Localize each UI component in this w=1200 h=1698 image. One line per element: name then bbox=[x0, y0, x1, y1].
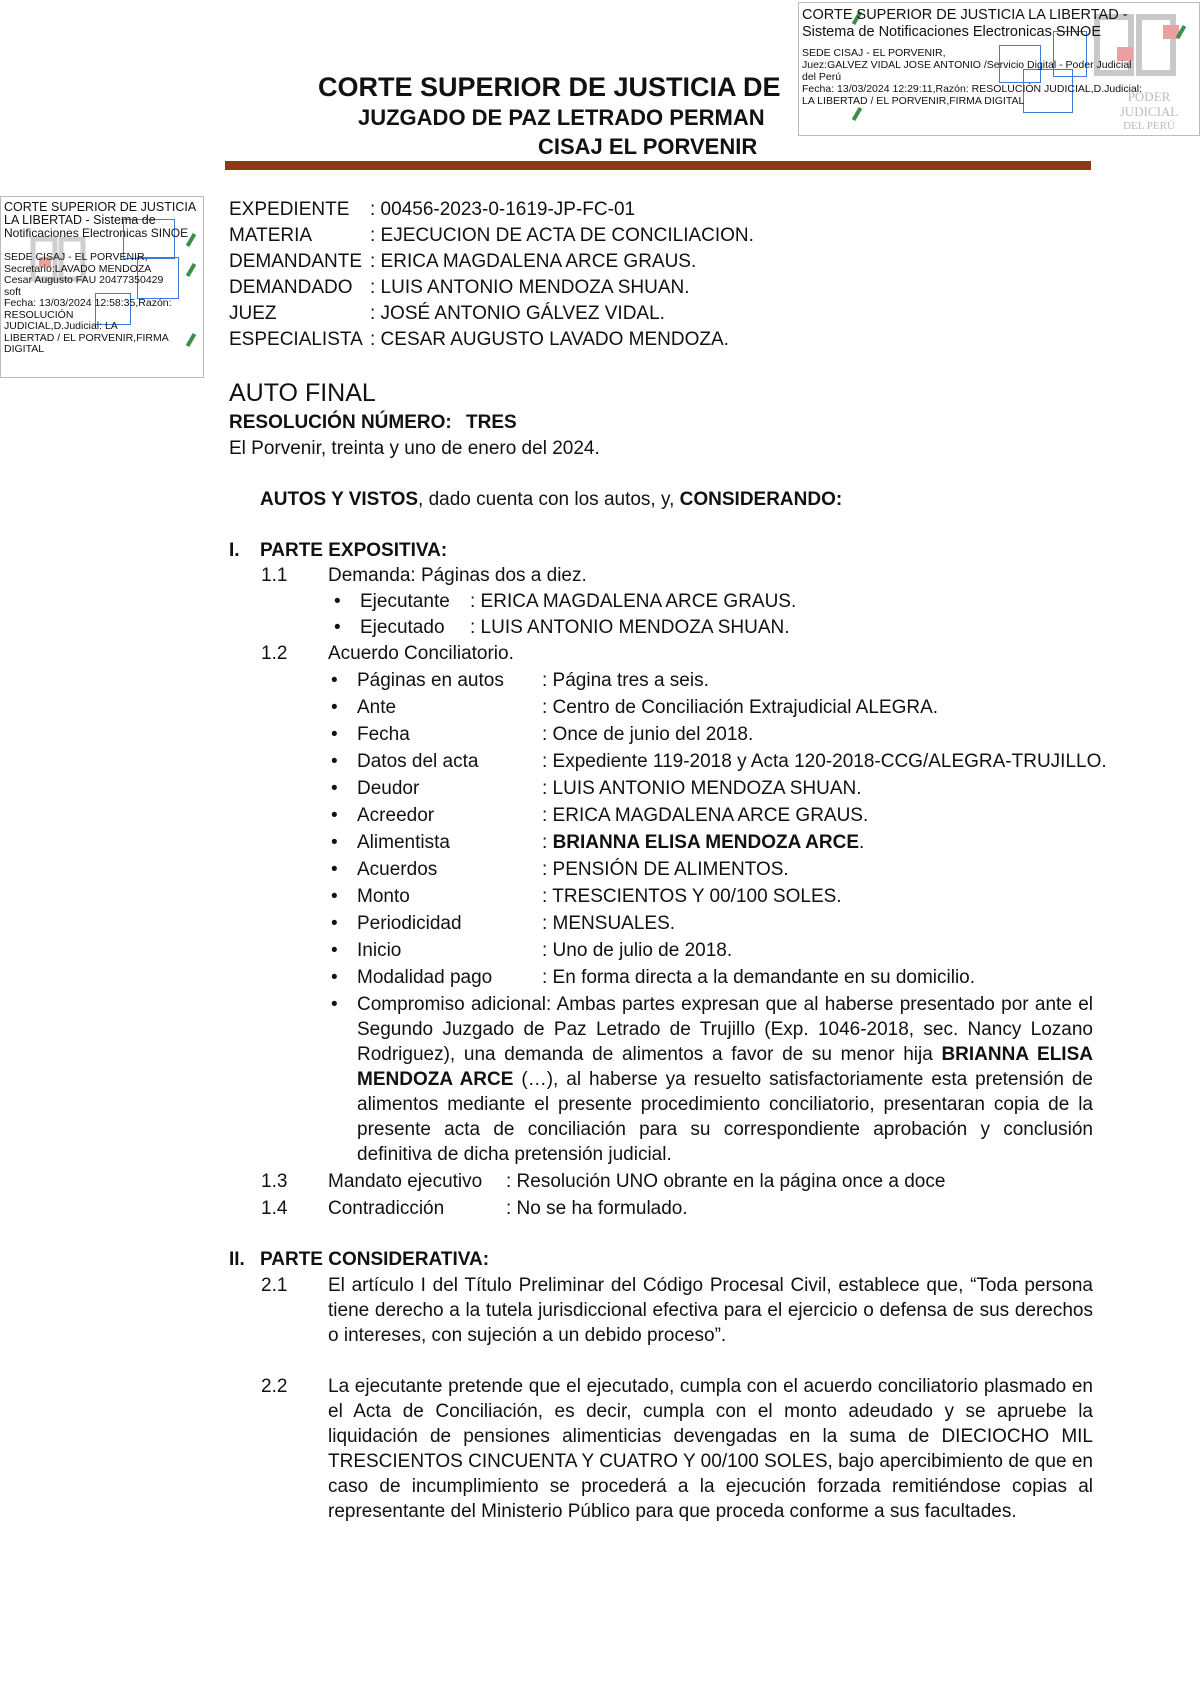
case-label: DEMANDANTE bbox=[229, 251, 363, 272]
item-end: . bbox=[859, 832, 865, 853]
stamp-line: SEDE CISAJ - EL PORVENIR, bbox=[802, 47, 946, 59]
list-item bbox=[357, 965, 492, 990]
section-text: Demanda: Páginas dos a diez. bbox=[328, 565, 587, 586]
section-label: Mandato ejecutivo bbox=[328, 1171, 483, 1192]
case-value: : LUIS ANTONIO MENDOZA SHUAN. bbox=[370, 277, 690, 298]
list-item bbox=[357, 749, 478, 774]
item-label: Ejecutado bbox=[360, 617, 445, 638]
item-label: Inicio bbox=[357, 940, 402, 961]
case-value: : JOSÉ ANTONIO GÁLVEZ VIDAL. bbox=[370, 303, 665, 324]
item-label: Ante bbox=[357, 697, 397, 718]
stamp-text bbox=[802, 7, 1142, 107]
section-number: 2.1 bbox=[261, 1275, 288, 1296]
item-value: : Once de junio del 2018. bbox=[542, 724, 754, 745]
item-value: : LUIS ANTONIO MENDOZA SHUAN. bbox=[470, 617, 790, 638]
list-item bbox=[357, 776, 419, 801]
section-number: 2.2 bbox=[261, 1376, 288, 1397]
stamp-line: CORTE SUPERIOR DE JUSTICIA LA LIBERTAD - bbox=[802, 7, 1128, 23]
item-label: Deudor bbox=[357, 778, 420, 799]
item-value: : MENSUALES. bbox=[542, 913, 676, 934]
item-value: : ERICA MAGDALENA ARCE GRAUS. bbox=[470, 591, 797, 612]
item-colon: : bbox=[542, 832, 553, 853]
date-line: El Porvenir, treinta y uno de enero del 2024. bbox=[229, 438, 600, 459]
autos-text: , dado cuenta con los autos, y, bbox=[418, 489, 680, 510]
autos-bold: AUTOS Y VISTOS bbox=[260, 489, 419, 510]
stamp-line: Secretario:LAVADO MENDOZA bbox=[4, 262, 152, 275]
signature-mark bbox=[852, 107, 862, 121]
part1-title: PARTE EXPOSITIVA: bbox=[260, 540, 448, 561]
item-label: Ejecutante bbox=[360, 591, 450, 612]
case-label: MATERIA bbox=[229, 225, 313, 246]
list-item bbox=[357, 884, 410, 909]
item-value: : Uno de julio de 2018. bbox=[542, 940, 733, 961]
stamp-line: Notificaciones Electronicas SINOE bbox=[4, 226, 189, 240]
document-title: AUTO FINAL bbox=[229, 379, 376, 407]
stamp-line: Fecha: 13/03/2024 12:58:35,Razón: bbox=[4, 297, 172, 309]
item-value: : Centro de Conciliación Extrajudicial ALEGRA. bbox=[542, 697, 939, 718]
list-item bbox=[357, 695, 396, 720]
stamp-line: RESOLUCIÓN bbox=[4, 308, 74, 321]
seal-caption-line2: DEL PERÚ bbox=[1123, 120, 1175, 132]
court-branch: CISAJ EL PORVENIR bbox=[538, 134, 758, 159]
list-item bbox=[360, 615, 445, 640]
item-label: Datos del acta bbox=[357, 751, 479, 772]
stamp-line: LIBERTAD / EL PORVENIR,FIRMA bbox=[4, 331, 169, 344]
section-number: 1.3 bbox=[261, 1171, 288, 1192]
section-number: 1.4 bbox=[261, 1198, 288, 1219]
case-value: : 00456-2023-0-1619-JP-FC-01 bbox=[370, 199, 636, 220]
item-value: : Página tres a seis. bbox=[542, 670, 709, 691]
item-value: : Expediente 119-2018 y Acta 120-2018-CCG/ALEGRA-TRUJILLO. bbox=[542, 751, 1107, 772]
item-label: Modalidad pago bbox=[357, 967, 493, 988]
alimentista-name: BRIANNA ELISA MENDOZA ARCE bbox=[552, 832, 860, 853]
header-rule bbox=[225, 161, 1091, 170]
stamp-line: DIGITAL bbox=[4, 343, 45, 355]
item-value: : TRESCIENTOS Y 00/100 SOLES. bbox=[542, 886, 842, 907]
compromiso-text: Compromiso adicional: Ambas partes expresan que al haberse presentado por ante el Segundo Juzgado de Paz Letrado de Trujillo (Exp. 1046-2018, sec. Nancy Lozano Rodriguez), una demanda de alimentos a favor de su menor hija bbox=[357, 994, 1093, 1065]
item-label: Periodicidad bbox=[357, 913, 462, 934]
list-item bbox=[357, 722, 410, 747]
list-item bbox=[357, 911, 462, 936]
list-item bbox=[360, 589, 450, 614]
section-value: : No se ha formulado. bbox=[506, 1198, 688, 1219]
item-label: Páginas en autos bbox=[357, 670, 504, 691]
item-label: Acreedor bbox=[357, 805, 435, 826]
section-paragraph: El artículo I del Título Preliminar del Código Procesal Civil, establece que, “Toda persona tiene derecho a la tutela jurisdiccional efectiva para el ejercicio o defensa de sus derechos o intereses, con sujeción a un debido proceso”. bbox=[328, 1275, 1093, 1346]
stamp-line: soft bbox=[4, 285, 21, 298]
part2-number: II. bbox=[229, 1249, 245, 1270]
section-label: Contradicción bbox=[328, 1198, 445, 1219]
list-item bbox=[357, 830, 450, 855]
item-value: : LUIS ANTONIO MENDOZA SHUAN. bbox=[542, 778, 862, 799]
item-label: Alimentista bbox=[357, 832, 450, 853]
court-title: CORTE SUPERIOR DE JUSTICIA DE bbox=[318, 72, 781, 102]
case-value: : ERICA MAGDALENA ARCE GRAUS. bbox=[370, 251, 697, 272]
stamp-line: LA LIBERTAD - Sistema de bbox=[4, 213, 156, 227]
compromiso-text-2: (…), al haberse ya resuelto satisfactoriamente esta pretensión de alimentos mediante el presente procedimiento conciliatorio, presentaran copia de la presente acta de conciliación para su correspondiente aprobación y conclusión definitiva de dicha pretensión judicial. bbox=[357, 1069, 1093, 1165]
stamp-line: Cesar Augusto FAU 20477350429 bbox=[4, 274, 164, 286]
list-item bbox=[357, 668, 504, 693]
section-value: : Resolución UNO obrante en la página once a doce bbox=[506, 1171, 946, 1192]
stamp-line: LA LIBERTAD / EL PORVENIR,FIRMA DIGITAL bbox=[802, 95, 1025, 107]
part1-number: I. bbox=[229, 540, 240, 561]
seal-caption-line1: PODER JUDICIAL bbox=[1119, 89, 1179, 119]
case-value: : CESAR AUGUSTO LAVADO MENDOZA. bbox=[370, 329, 729, 350]
stamp-line: JUDICIAL,D.Judicial: LA bbox=[4, 320, 118, 332]
item-label: Monto bbox=[357, 886, 410, 907]
item-value: : En forma directa a la demandante en su domicilio. bbox=[542, 967, 976, 988]
stamp-text bbox=[4, 201, 196, 356]
compromiso-name: BRIANNA ELISA MENDOZA ARCE bbox=[357, 1044, 1093, 1090]
stamp-line: del Perú bbox=[802, 71, 842, 83]
section-number: 1.2 bbox=[261, 643, 288, 664]
digital-signature-stamp-top bbox=[798, 2, 1200, 136]
item-value: : PENSIÓN DE ALIMENTOS. bbox=[542, 859, 789, 880]
resolution-number: TRES bbox=[466, 412, 517, 433]
list-item bbox=[357, 938, 401, 963]
considerando-bold: CONSIDERANDO: bbox=[679, 489, 843, 510]
list-item bbox=[357, 803, 434, 828]
autos-line bbox=[260, 487, 842, 512]
stamp-line: Juez:GALVEZ VIDAL JOSE ANTONIO /Servicio Digital - Poder Judicial bbox=[802, 59, 1132, 71]
item-label: Fecha bbox=[357, 724, 410, 745]
stamp-line: SEDE CISAJ - EL PORVENIR, bbox=[4, 251, 148, 263]
resolution-label: RESOLUCIÓN NÚMERO: bbox=[229, 412, 452, 433]
digital-signature-stamp-left bbox=[0, 196, 204, 378]
list-item-compromiso bbox=[357, 992, 1093, 1167]
stamp-line: Sistema de Notificaciones Electronicas SINOE bbox=[802, 24, 1101, 40]
case-label: EXPEDIENTE bbox=[229, 199, 350, 220]
stamp-line: Fecha: 13/03/2024 12:29:11,Razón: RESOLUCIÓN JUDICIAL,D.Judicial: bbox=[802, 83, 1143, 95]
section-number: 1.1 bbox=[261, 565, 288, 586]
section-paragraph: La ejecutante pretende que el ejecutado, cumpla con el acuerdo conciliatorio plasmado en el Acta de Conciliación, es decir, cumpla con el monto adeudado y se apruebe la liquidación de pensiones alimenticias devengadas en la suma de DIECIOCHO MIL TRESCIENTOS CINCUENTA Y CUATRO Y 00/100 SOLES, bajo apercibimiento de que en caso de incumplimiento se procederá a la ejecución forzada remitiéndose copias al representante del Ministerio Público para que proceda conforme a sus facultades. bbox=[328, 1376, 1093, 1522]
list-item bbox=[357, 857, 437, 882]
stamp-line: CORTE SUPERIOR DE JUSTICIA bbox=[4, 200, 197, 214]
case-value: : EJECUCION DE ACTA DE CONCILIACION. bbox=[370, 225, 754, 246]
item-value: : ERICA MAGDALENA ARCE GRAUS. bbox=[542, 805, 869, 826]
section-text: Acuerdo Conciliatorio. bbox=[328, 643, 514, 664]
part2-title: PARTE CONSIDERATIVA: bbox=[260, 1249, 490, 1270]
case-label: JUEZ bbox=[229, 303, 277, 324]
case-label: DEMANDADO bbox=[229, 277, 353, 298]
case-label: ESPECIALISTA bbox=[229, 329, 363, 350]
item-label: Acuerdos bbox=[357, 859, 438, 880]
court-subtitle: JUZGADO DE PAZ LETRADO PERMAN bbox=[358, 105, 765, 130]
item-value bbox=[542, 830, 864, 855]
